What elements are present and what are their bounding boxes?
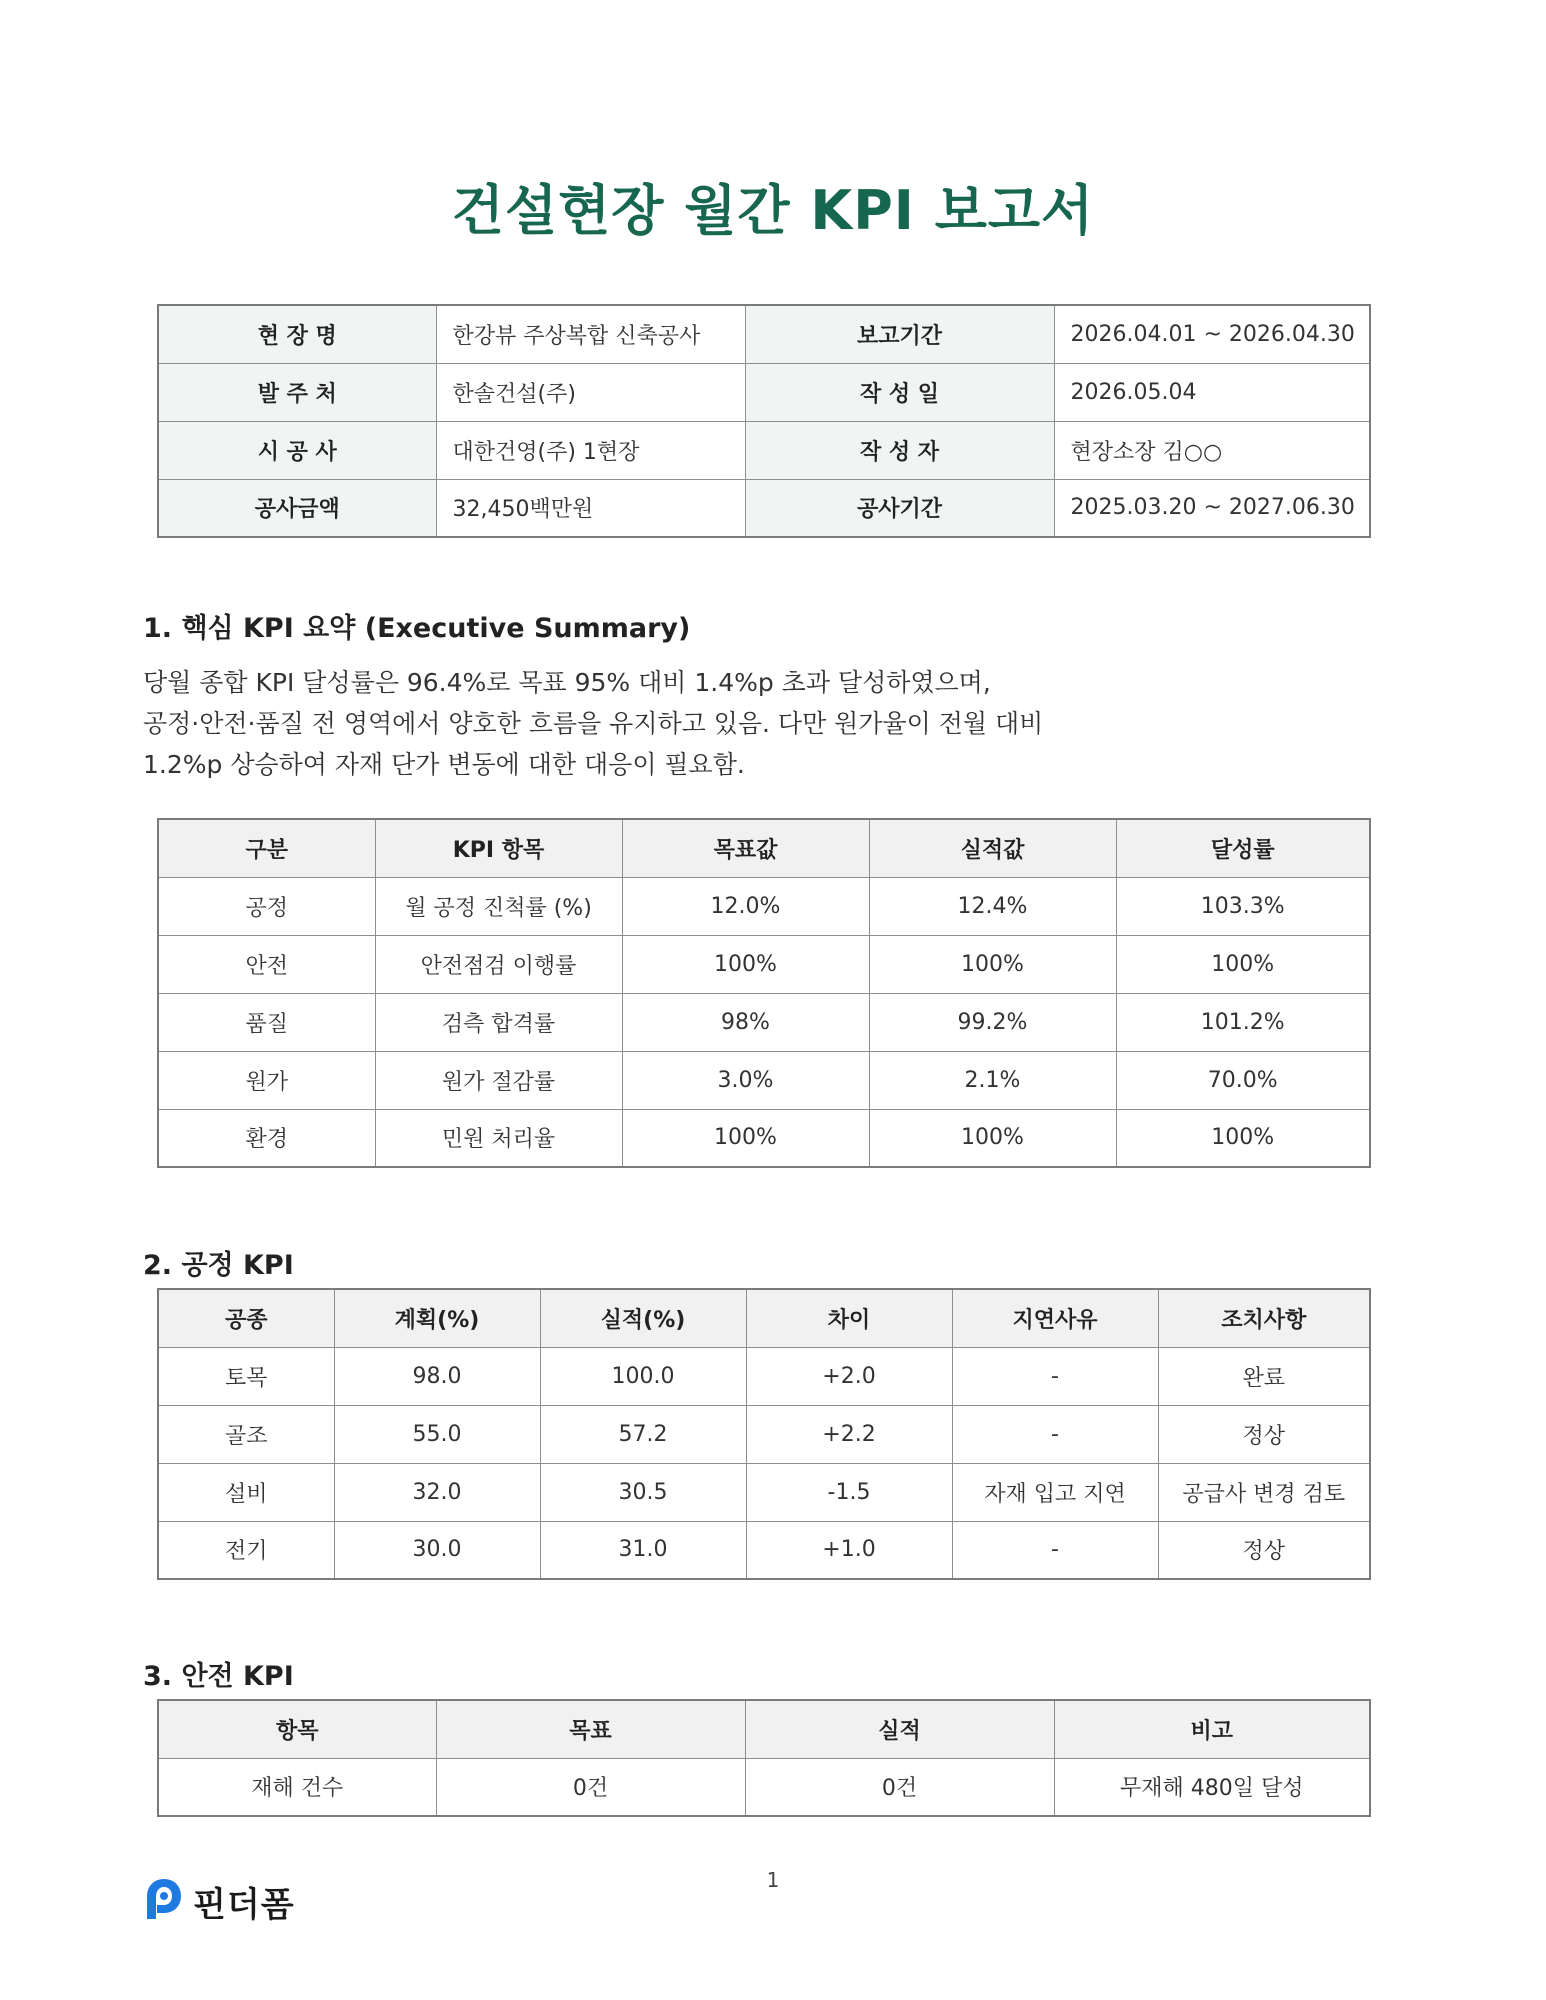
table-cell: 98% (622, 993, 869, 1051)
table-cell: 전기 (158, 1521, 334, 1579)
column-header: KPI 항목 (375, 819, 622, 877)
table-row (158, 1758, 1370, 1816)
table-cell: 30.5 (540, 1463, 746, 1521)
column-header: 차이 (746, 1289, 952, 1347)
section-heading-schedule: 2. 공정 KPI (143, 1250, 294, 1281)
info-row (158, 305, 1370, 363)
column-header: 실적 (745, 1700, 1054, 1758)
table-cell: - (952, 1347, 1158, 1405)
column-header: 공종 (158, 1289, 334, 1347)
table-cell: -1.5 (746, 1463, 952, 1521)
table-cell: 토목 (158, 1347, 334, 1405)
table-cell: 99.2% (869, 993, 1116, 1051)
table-cell: 100% (622, 935, 869, 993)
summary-paragraph (143, 662, 1403, 785)
info-value: 32,450백만원 (436, 479, 745, 537)
section-heading-summary: 1. 핵심 KPI 요약 (Executive Summary) (143, 613, 691, 644)
table-cell: 설비 (158, 1463, 334, 1521)
table-cell: +2.2 (746, 1405, 952, 1463)
info-value: 대한건영(주) 1현장 (436, 421, 745, 479)
table-cell: - (952, 1521, 1158, 1579)
info-value: 2026.05.04 (1054, 363, 1370, 421)
table-cell: - (952, 1405, 1158, 1463)
section-heading-safety: 3. 안전 KPI (143, 1661, 294, 1692)
column-header: 항목 (158, 1700, 436, 1758)
table-row (158, 1405, 1370, 1463)
table-cell: 31.0 (540, 1521, 746, 1579)
table-cell: 70.0% (1116, 1051, 1370, 1109)
table-header-row (158, 819, 1370, 877)
table-cell: 12.4% (869, 877, 1116, 935)
info-value: 2025.03.20 ~ 2027.06.30 (1054, 479, 1370, 537)
table-cell: 공정 (158, 877, 375, 935)
page-number: 1 (766, 1868, 780, 1892)
table-cell: 100% (869, 1109, 1116, 1167)
info-row (158, 479, 1370, 537)
table-cell: 100% (869, 935, 1116, 993)
table-cell: 무재해 480일 달성 (1054, 1758, 1370, 1816)
table-row (158, 877, 1370, 935)
table-cell: 품질 (158, 993, 375, 1051)
info-row (158, 363, 1370, 421)
column-header: 조치사항 (1158, 1289, 1370, 1347)
column-header: 실적값 (869, 819, 1116, 877)
info-label: 보고기간 (745, 305, 1054, 363)
column-header: 지연사유 (952, 1289, 1158, 1347)
kpi-summary-table (157, 818, 1371, 1168)
table-header-row (158, 1700, 1370, 1758)
table-cell: 공급사 변경 검토 (1158, 1463, 1370, 1521)
table-cell: 월 공정 진척률 (%) (375, 877, 622, 935)
table-row (158, 1109, 1370, 1167)
table-header-row (158, 1289, 1370, 1347)
table-cell: 0건 (745, 1758, 1054, 1816)
table-cell: 정상 (1158, 1521, 1370, 1579)
table-cell: 100.0 (540, 1347, 746, 1405)
info-row (158, 421, 1370, 479)
table-cell: 100% (622, 1109, 869, 1167)
brand-logo (141, 1875, 295, 1927)
summary-line: 당월 종합 KPI 달성률은 96.4%로 목표 95% 대비 1.4%p 초과 달성하였으며, (143, 668, 991, 697)
table-cell: 검측 합격률 (375, 993, 622, 1051)
table-cell: 재해 건수 (158, 1758, 436, 1816)
column-header: 비고 (1054, 1700, 1370, 1758)
table-cell: 환경 (158, 1109, 375, 1167)
logo-text: 핀더폼 (193, 1884, 295, 1925)
table-cell: 2.1% (869, 1051, 1116, 1109)
column-header: 계획(%) (334, 1289, 540, 1347)
info-label: 시 공 사 (158, 421, 436, 479)
table-row (158, 993, 1370, 1051)
info-value: 한솔건설(주) (436, 363, 745, 421)
table-cell: 32.0 (334, 1463, 540, 1521)
table-cell: 3.0% (622, 1051, 869, 1109)
table-row (158, 1051, 1370, 1109)
info-label: 현 장 명 (158, 305, 436, 363)
info-label: 작 성 자 (745, 421, 1054, 479)
summary-line: 1.2%p 상승하여 자재 단가 변동에 대한 대응이 필요함. (143, 750, 745, 779)
table-cell: 98.0 (334, 1347, 540, 1405)
column-header: 구분 (158, 819, 375, 877)
table-cell: 30.0 (334, 1521, 540, 1579)
info-value: 2026.04.01 ~ 2026.04.30 (1054, 305, 1370, 363)
table-cell: 안전점검 이행률 (375, 935, 622, 993)
table-cell: 골조 (158, 1405, 334, 1463)
table-cell: 자재 입고 지연 (952, 1463, 1158, 1521)
table-cell: 55.0 (334, 1405, 540, 1463)
finderform-logo-icon (141, 1875, 185, 1927)
column-header: 목표값 (622, 819, 869, 877)
table-cell: 0건 (436, 1758, 745, 1816)
table-cell: 57.2 (540, 1405, 746, 1463)
info-label: 공사기간 (745, 479, 1054, 537)
column-header: 실적(%) (540, 1289, 746, 1347)
info-value: 현장소장 김○○ (1054, 421, 1370, 479)
report-title: 건설현장 월간 KPI 보고서 (451, 179, 1095, 242)
table-row (158, 1463, 1370, 1521)
column-header: 목표 (436, 1700, 745, 1758)
table-cell: 완료 (1158, 1347, 1370, 1405)
info-label: 발 주 처 (158, 363, 436, 421)
table-cell: +1.0 (746, 1521, 952, 1579)
table-cell: 12.0% (622, 877, 869, 935)
summary-line: 공정·안전·품질 전 영역에서 양호한 흐름을 유지하고 있음. 다만 원가율이 전월 대비 (143, 709, 1044, 738)
table-row (158, 935, 1370, 993)
schedule-kpi-table (157, 1288, 1371, 1580)
table-cell: 101.2% (1116, 993, 1370, 1051)
project-info-table (157, 304, 1371, 538)
table-cell: 100% (1116, 935, 1370, 993)
table-cell: 원가 (158, 1051, 375, 1109)
info-label: 작 성 일 (745, 363, 1054, 421)
table-row (158, 1521, 1370, 1579)
column-header: 달성률 (1116, 819, 1370, 877)
table-cell: 안전 (158, 935, 375, 993)
table-cell: 정상 (1158, 1405, 1370, 1463)
info-label: 공사금액 (158, 479, 436, 537)
table-cell: 원가 절감률 (375, 1051, 622, 1109)
info-value: 한강뷰 주상복합 신축공사 (436, 305, 745, 363)
table-cell: 민원 처리율 (375, 1109, 622, 1167)
table-cell: 100% (1116, 1109, 1370, 1167)
table-cell: +2.0 (746, 1347, 952, 1405)
table-cell: 103.3% (1116, 877, 1370, 935)
table-row (158, 1347, 1370, 1405)
safety-kpi-table (157, 1699, 1371, 1817)
